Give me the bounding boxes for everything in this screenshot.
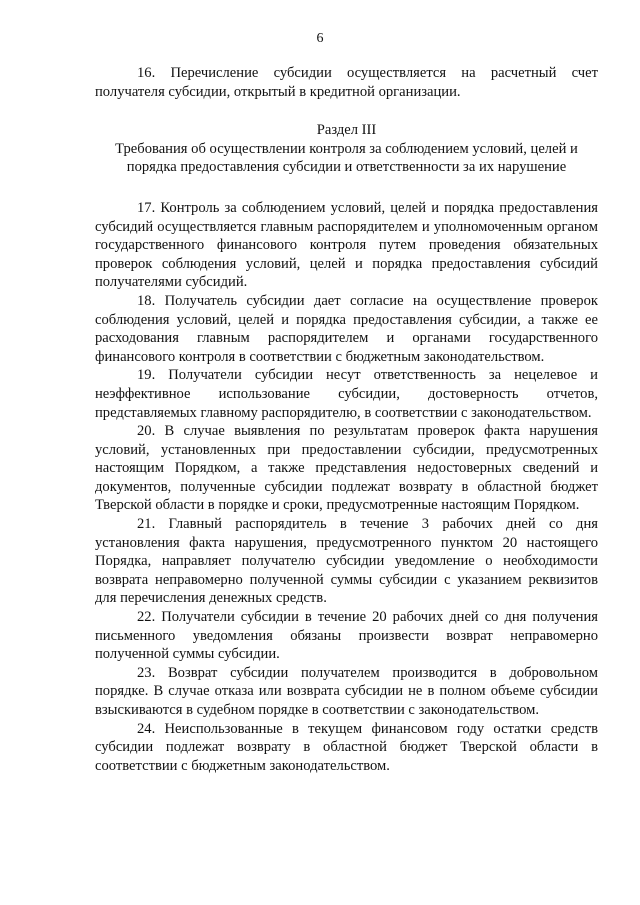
document-body bbox=[95, 64, 598, 775]
paragraph-23: 23. Возврат субсидии получателем производится в добровольном порядке. В случае отказа или возврата субсидии не в полном объеме субсидии взыскиваются в судебном порядке в соответствии с законодательством. bbox=[95, 664, 598, 718]
paragraph-19: 19. Получатели субсидии несут ответственность за нецелевое и неэффективное использование субсидии, достоверность отчетов, представляемых главному распорядителю, в соответствии с законодательством. bbox=[95, 367, 598, 421]
section-title: Раздел III bbox=[316, 122, 377, 139]
section-heading bbox=[95, 121, 598, 177]
page-number: 6 bbox=[316, 31, 324, 46]
paragraph-20: 20. В случае выявления по результатам проверок факта нарушения условий, установленных при предоставлении субсидии, предусмотренных настоящим Порядком, а также представления недостоверных сведений и документов, полученные субсидии подлежат возврату в областной бюджет Тверской области в порядке и сроки, предусмотренные настоящим Порядком. bbox=[95, 423, 598, 514]
paragraph-24: 24. Неиспользованные в текущем финансовом году остатки средств субсидии подлежат возврату в областной бюджет Тверской области в соответствии с бюджетным законодательством. bbox=[95, 720, 598, 774]
paragraph-21: 21. Главный распорядитель в течение 3 рабочих дней со дня установления факта нарушения, предусмотренного пунктом 20 настоящего Порядка, направляет получателю субсидии уведомление о необходимости возврата неправомерно полученной суммы субсидии с указанием реквизитов для перечисления денежных средств. bbox=[95, 516, 598, 607]
paragraph-22: 22. Получатели субсидии в течение 20 рабочих дней со дня получения письменного уведомления обязаны произвести возврат неправомерно полученной суммы субсидии. bbox=[95, 609, 598, 663]
paragraph-17: 17. Контроль за соблюдением условий, целей и порядка предоставления субсидий осуществляется главным распорядителем и уполномоченным органом государственного финансового контроля путем проведения обязательных проверок соблюдения условий, целей и порядка предоставления субсидий получателями субсидий. bbox=[95, 199, 598, 291]
section-subtitle: Требования об осуществлении контроля за соблюдением условий, целей и порядка предоставления субсидии и ответственности за их нарушение bbox=[115, 140, 578, 176]
paragraph-18: 18. Получатель субсидии дает согласие на осуществление проверок соблюдения условий, целей и порядка предоставления субсидии, а также ее расходования главным распорядителем и органами государственного финансового контроля в соответствии с бюджетным законодательством. bbox=[95, 292, 598, 365]
paragraph-16: 16. Перечисление субсидии осуществляется на расчетный счет получателя субсидии, открытый в кредитной организации. bbox=[95, 65, 598, 100]
